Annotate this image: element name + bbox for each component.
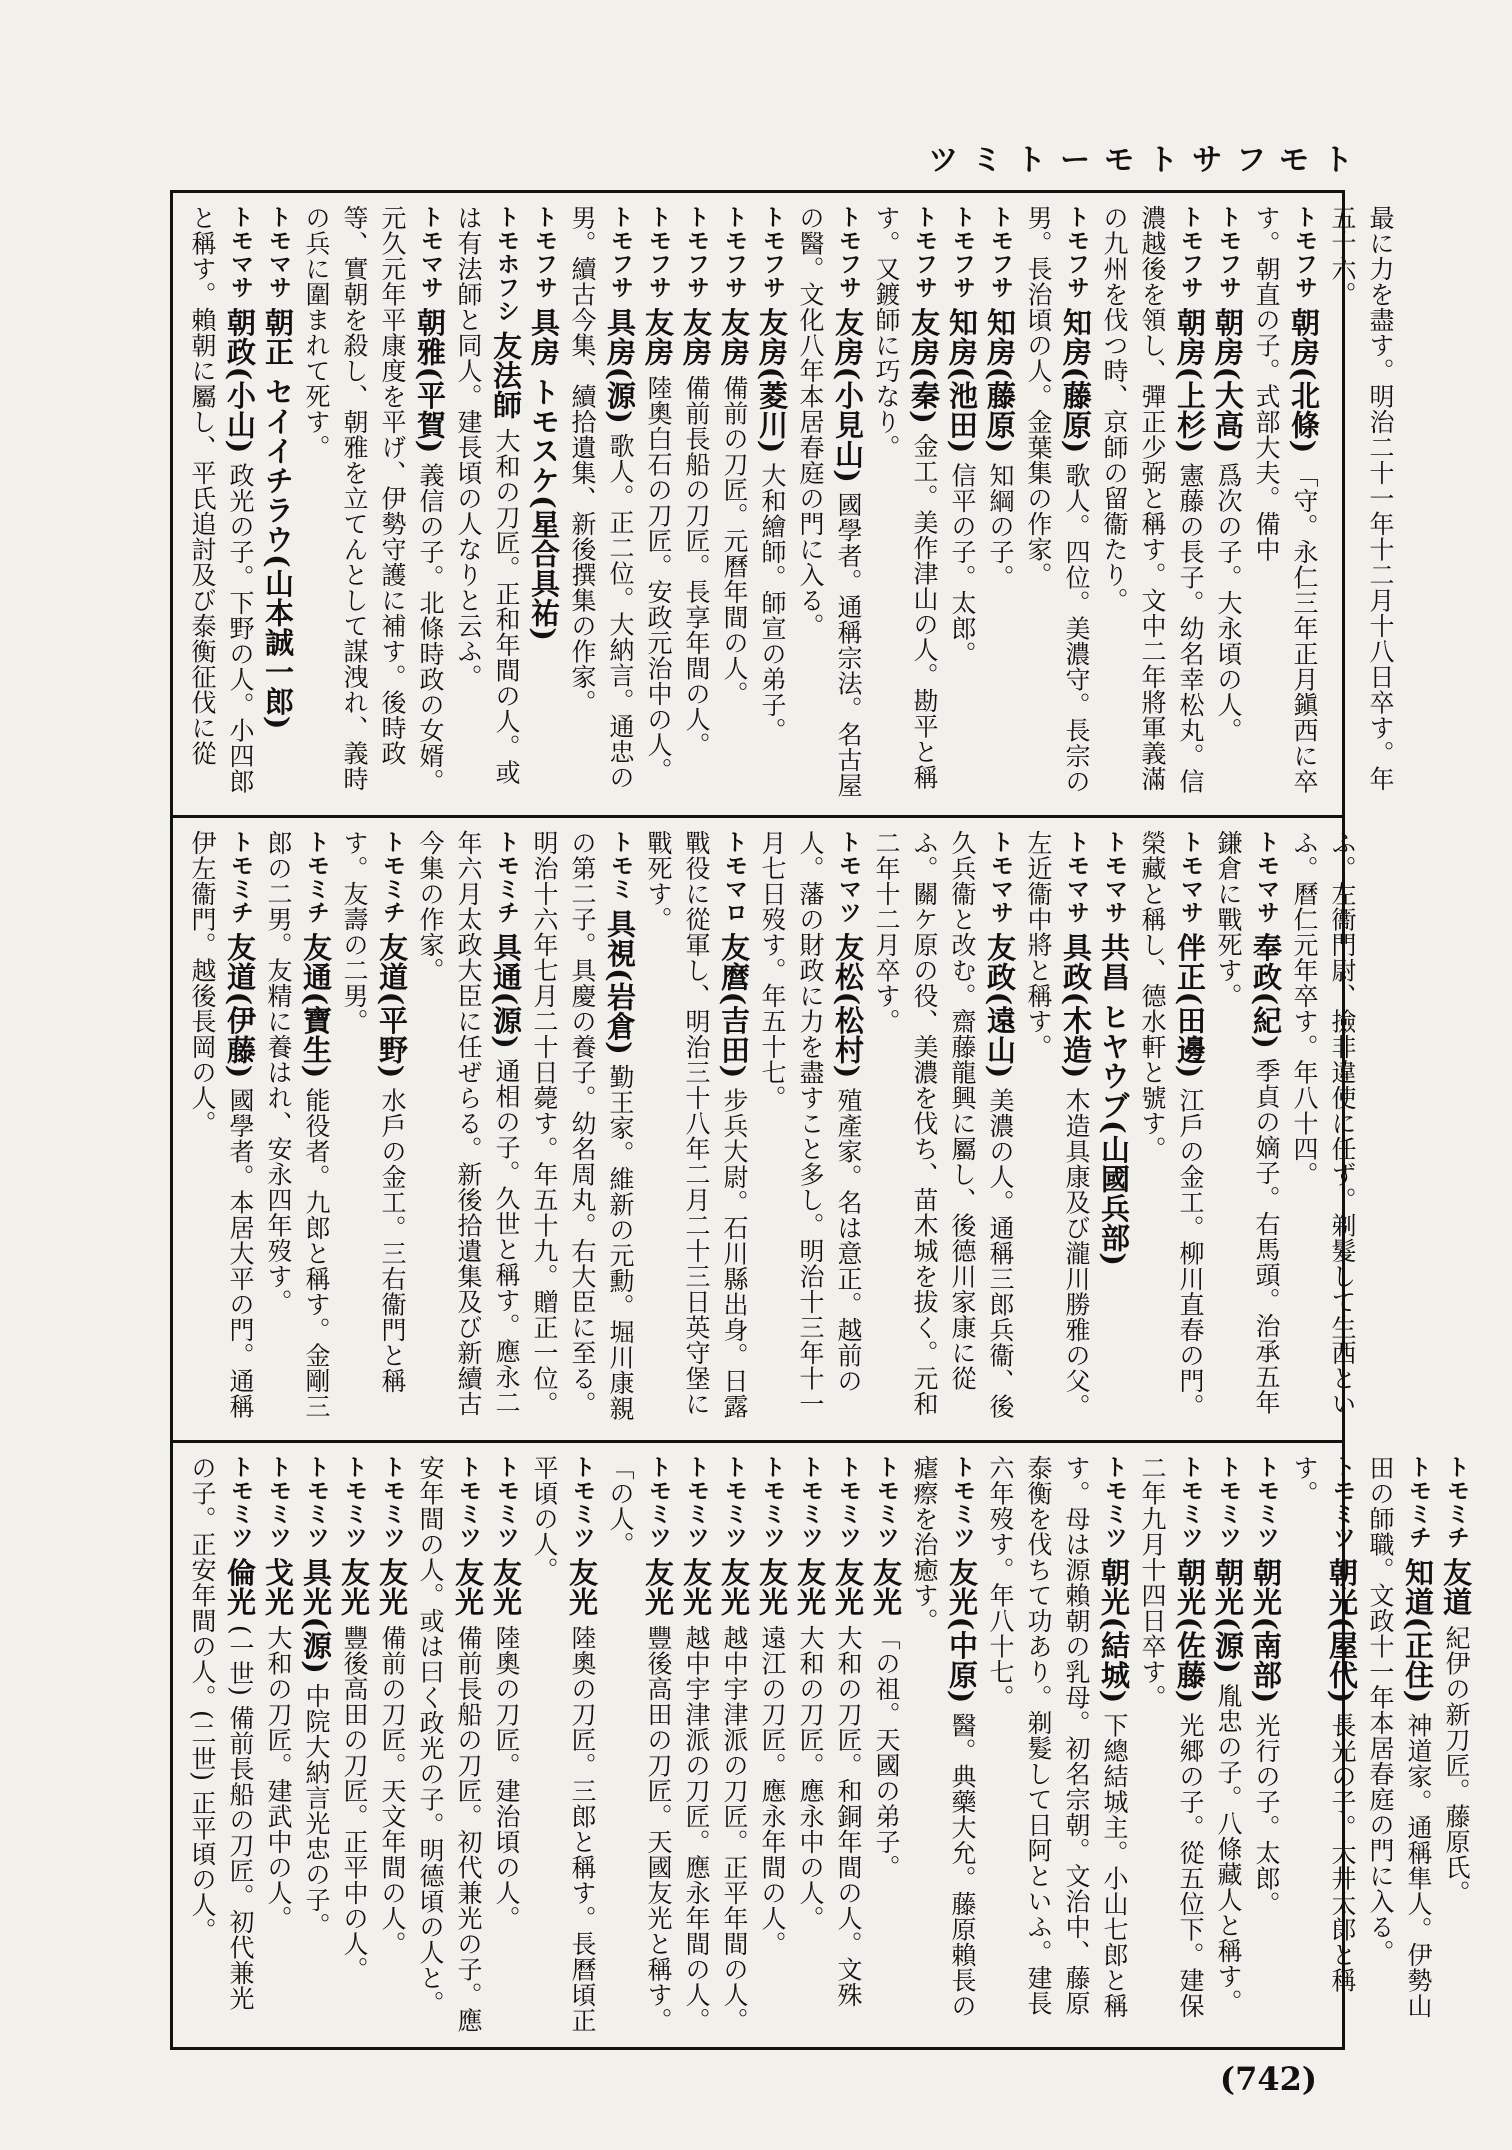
entry-text: 勤王家。維新の元勳。堀川康親の第二子。具慶の養子。幼名周丸。右大臣に至る。明治十六年七月二十日薨す。年五十九。贈正一位。 [530, 830, 635, 1421]
dictionary-entry [487, 1455, 525, 2035]
entry-name: 友光 [717, 1557, 751, 1617]
entry-name: 具光(源) [299, 1557, 333, 1675]
entry-name: 友光 [489, 1557, 523, 1617]
entry-name: 知房(池田) [945, 307, 979, 454]
dictionary-entry [677, 205, 715, 803]
dictionary-entry [1209, 1455, 1247, 2035]
entry-headword: トモマサ [265, 205, 291, 299]
entry-text: 胤忠の子。八條藏人と稱す。 [1214, 1682, 1243, 2015]
entry-headword: トモミツ [759, 1455, 785, 1549]
dictionary-entry [1285, 1455, 1361, 2035]
entry-headword: トモマツ [835, 830, 861, 924]
band-middle-column [183, 830, 1361, 1428]
entry-name: 戈光 [261, 1557, 295, 1617]
dictionary-entry [183, 1455, 259, 2035]
entry-headword: トモフサ [645, 205, 671, 299]
entry-name: 朝雅(平賀) [413, 307, 447, 454]
entry-text: 神道家。通稱隼人。伊勢山田の師職。文政十一年本居春庭の門に入る。 [1366, 1455, 1433, 2019]
entry-headword: トモミツ [227, 1455, 253, 1549]
dictionary-entry [449, 205, 525, 803]
dictionary-entry [1437, 1455, 1475, 2035]
dictionary-entry [259, 830, 335, 1428]
entry-text: 木造具康及び瀧川勝雅の父。左近衞中將と稱す。 [1024, 830, 1091, 1419]
dictionary-entry [1095, 205, 1209, 803]
entry-text: 信平の子。太郎。 [948, 462, 977, 667]
entry-name: 知房(藤原) [983, 307, 1017, 454]
dictionary-entry [297, 205, 449, 803]
dictionary-entry [1285, 830, 1361, 1428]
entry-headword: トモミツ [379, 1455, 405, 1549]
dictionary-entry [943, 205, 981, 803]
dictionary-entry [1133, 830, 1209, 1428]
entry-text: 中院大納言光忠の子。 [302, 1682, 331, 1938]
entry-name: 朝房(上杉) [1173, 307, 1207, 454]
dictionary-entry [981, 1455, 1133, 2035]
dictionary-entry [829, 1455, 867, 2035]
entry-name: 朝正 セイイチラウ(山本誠一郎) [261, 307, 295, 730]
entry-text: 義信の子。北條時政の女婿。元久元年平康度を平げ、伊勢守護に補す。後時政等、實朝を殺し、朝雅を立てんとして謀洩れ、義時の兵に圍まれて死す。 [302, 205, 445, 794]
entry-headword: トモミチ [379, 830, 405, 924]
dictionary-entry [753, 205, 791, 803]
entry-name: 友光 [337, 1557, 371, 1617]
dictionary-entry [411, 1455, 487, 2035]
entry-name: 友光 [831, 1557, 865, 1617]
dictionary-entry [259, 1455, 297, 2035]
entry-headword: トモフサ [1177, 205, 1203, 299]
entry-headword: トモフサ [1215, 205, 1241, 299]
entry-text: 國學者。通稱宗法。名古屋の醫。文化八年本居春庭の門に入る。 [796, 205, 863, 798]
entry-text: 陸奧の刀匠。建治頃の人。 [492, 1624, 521, 1931]
entry-headword: トモミ [607, 830, 633, 901]
dictionary-entry [1019, 205, 1095, 803]
band-top [173, 193, 1395, 818]
entry-text: 大和の刀匠。建武中の人。 [264, 1624, 293, 1931]
entry-name: 友房(菱川) [755, 307, 789, 454]
entry-text: 「守。永仁三年正月鎭西に卒す。朝直の子。式部大夫。備中 [1252, 205, 1319, 794]
entry-headword: トモミツ [949, 1455, 975, 1549]
entry-text: (一世) 備前長船の刀匠。初代兼光の子。正安年間の人。(二世) 正平頃の人。 [188, 1455, 255, 2011]
entry-headword: トモミツ [835, 1455, 861, 1549]
entry-text: 陸奧白石の刀匠。安政元治中の人。 [644, 374, 673, 783]
entry-name: 友通(寶生) [299, 932, 333, 1079]
entry-text: 長光の子。大井太郎と稱す。 [1290, 1455, 1357, 1993]
entry-headword: トモフサ [531, 205, 557, 299]
dictionary-frame [170, 190, 1473, 2050]
band-middle [173, 818, 1357, 1443]
entry-text: 步兵大尉。石川縣出身。日露戰役に從軍し、明治三十八年二月二十三日英守堡に戰死す。 [644, 830, 749, 1419]
dictionary-entry [639, 830, 753, 1428]
entry-headword: トモミチ [1443, 1455, 1469, 1549]
entry-name: 友光 [375, 1557, 409, 1617]
entry-headword: トモマサ [417, 205, 443, 299]
dictionary-entry [335, 1455, 373, 2035]
entry-text: 金工。美作津山の人。勘平と稱す。又鍍師に巧なり。 [872, 205, 939, 790]
entry-headword: トモフサ [949, 205, 975, 299]
entry-name: 友光 [793, 1557, 827, 1617]
entry-text: 豐後高田の刀匠。天國友光と稱す。「の人。 [606, 1455, 673, 2033]
entry-headword: トモミツ [265, 1455, 291, 1549]
entry-headword: トモフサ [911, 205, 937, 299]
entry-text: 歌人。正二位。大納言。通忠の男。續古今集、續拾遺集、新後撰集の作家。 [568, 205, 635, 790]
band-bottom [173, 1443, 1473, 2047]
entry-name: 具通(源) [489, 932, 523, 1050]
dictionary-entry [259, 205, 297, 803]
dictionary-entry [297, 1455, 335, 2035]
dictionary-entry [335, 830, 411, 1428]
entry-headword: トモホフシ [493, 205, 519, 323]
entry-headword: トモミツ [493, 1455, 519, 1549]
entry-headword: トモマサ [1063, 830, 1089, 924]
entry-headword: トモマロ [721, 830, 747, 924]
entry-name: 友松(松村) [831, 932, 865, 1079]
entry-text: 醫。典藥大允。藤原賴長の瘧瘵を治癒す。 [910, 1455, 977, 2019]
dictionary-entry [715, 1455, 753, 2035]
entry-text: 下總結城主。小山七郎と稱す。母は源賴朝の乳母。初名宗朝。文治中、藤原泰衡を伐ちて功あり。剃髮して日阿といふ。建長六年歿す。年八十七。 [986, 1455, 1129, 2019]
entry-headword: トモミチ [227, 830, 253, 924]
dictionary-entry [1323, 205, 1399, 803]
entry-headword: トモマサ [1101, 830, 1127, 924]
entry-text: 「の祖。天國の弟子。 [872, 1624, 901, 1880]
entry-text: 豐後高田の刀匠。正平中の人。 [340, 1624, 369, 1982]
entry-name: 具房 トモスケ(星合具祐) [527, 307, 561, 642]
entry-headword: トモマサ [987, 830, 1013, 924]
entry-name: 奉政(紀) [1249, 932, 1283, 1050]
entry-text: 水戶の金工。三右衞門と稱す。友壽の二男。 [340, 830, 407, 1394]
dictionary-entry [791, 205, 867, 803]
entry-headword: トモミツ [569, 1455, 595, 1549]
entry-name: 具視(岩倉) [603, 908, 637, 1056]
entry-text: 備前の刀匠。天文年間の人。 [378, 1624, 407, 1957]
entry-headword: トモフサ [1063, 205, 1089, 299]
entry-text: 光行の子。太郎。 [1252, 1712, 1281, 1917]
entry-name: 朝光(屋代) [1325, 1557, 1359, 1704]
entry-name: 伴正(田邊) [1173, 932, 1207, 1079]
entry-headword: トモミツ [303, 1455, 329, 1549]
entry-headword: トモミツ [341, 1455, 367, 1549]
entry-headword: トモフサ [607, 205, 633, 299]
entry-name: 友房 [717, 307, 751, 367]
dictionary-entry [183, 205, 259, 803]
dictionary-entry [183, 830, 259, 1428]
entry-headword: トモミチ [1405, 1455, 1431, 1549]
entry-name: 友房 [679, 307, 713, 367]
entry-headword: トモミツ [455, 1455, 481, 1549]
dictionary-entry [1209, 830, 1285, 1428]
dictionary-entry [525, 1455, 601, 2035]
dictionary-entry [1247, 205, 1323, 803]
entry-name: 友房 [641, 307, 675, 367]
entry-name: 朝光(南部) [1249, 1557, 1283, 1704]
dictionary-entry [981, 205, 1019, 803]
entry-name: 友光 [755, 1557, 789, 1617]
dictionary-entry [639, 205, 677, 803]
entry-name: 友道(平野) [375, 932, 409, 1079]
entry-name: 朝政(小山) [223, 307, 257, 454]
entry-headword: トモミツ [1215, 1455, 1241, 1549]
entry-text: 殖產家。名は意正。越前の人。藩の財政に力を盡すこと多し。明治十三年十一月七日歿す。年五十七。 [758, 830, 863, 1417]
dictionary-entry [1247, 1455, 1285, 2035]
dictionary-entry [525, 830, 639, 1428]
dictionary-entry [411, 830, 525, 1428]
entry-headword: トモミツ [683, 1455, 709, 1549]
entry-text: 美濃の人。通稱三郎兵衞、後久兵衞と改む。齋藤龍興に屬し、後德川家康に從ふ。關ケ原の役、美濃を伐ち、苗木城を拔く。元和二年十二月卒す。 [872, 830, 1015, 1419]
entry-text: 越中宇津派の刀匠。應永年間の人。 [682, 1624, 711, 2033]
dictionary-entry [715, 205, 753, 803]
entry-text: ふ。左衞門尉、撿非違使に任ず。剃髮して生西といふ。曆仁元年卒す。年八十四。 [1290, 830, 1357, 1417]
dictionary-entry [867, 830, 1019, 1428]
dictionary-entry [601, 1455, 677, 2035]
entry-text: 備前長船の刀匠。長享年間の人。 [682, 374, 711, 758]
dictionary-entry [753, 830, 867, 1428]
entry-text: 大和の刀匠。和銅年間の人。文殊 [834, 1624, 863, 2008]
entry-headword: トモフサ [1291, 205, 1317, 299]
entry-text: 歌人。四位。美濃守。長宗の男。長治頃の人。金葉集の作家。 [1024, 205, 1091, 794]
entry-text: 政光の子。下野の人。小四郎と稱す。賴朝に屬し、平氏追討及び泰衡征伐に從 [188, 205, 255, 794]
running-head: ツミトーモトサフモト [928, 143, 1367, 178]
entry-text: 爲次の子。大永頃の人。 [1214, 462, 1243, 743]
entry-text: 大和の刀匠。正和年間の人。或は有法師と同人。建長頃の人なりと云ふ。 [454, 205, 521, 785]
band-bottom-column [183, 1455, 1475, 2035]
entry-name: 友光 [679, 1557, 713, 1617]
entry-name: 共昌 ヒヤウブ(山國兵部) [1097, 932, 1131, 1267]
dictionary-entry [525, 205, 563, 803]
dictionary-entry [791, 1455, 829, 2035]
entry-text: 能役者。九郎と稱す。金剛三郎の二男。友精に養はれ、安永四年歿す。 [264, 830, 331, 1419]
entry-name: 朝光(結城) [1097, 1557, 1131, 1704]
entry-name: 友光(中原) [945, 1557, 979, 1704]
entry-headword: トモミツ [1101, 1455, 1127, 1549]
dictionary-entry [867, 1455, 905, 2035]
entry-name: 友房(小見山) [831, 307, 865, 484]
entry-text: 大和の刀匠。應永中の人。 [796, 1624, 825, 1931]
entry-text: 知綱の子。 [986, 462, 1015, 590]
dictionary-entry [1209, 205, 1247, 803]
entry-text: 憲藤の長子。幼名幸松丸。信濃越後を領し、彈正少弼と稱す。文中二年將軍義滿の九州を伐つ時、京師の留衞たり。 [1100, 205, 1205, 794]
entry-text: 遠江の刀匠。應永年間の人。 [758, 1624, 787, 1957]
entry-name: 友道(伊藤) [223, 932, 257, 1079]
entry-name: 具政(木造) [1059, 932, 1093, 1079]
band-top-column [183, 205, 1399, 803]
entry-name: 友法師 [489, 330, 523, 420]
entry-text: 備前の刀匠。元曆年間の人。 [720, 374, 749, 707]
entry-name: 具房(源) [603, 307, 637, 425]
page-number: (742) [1219, 2060, 1317, 2098]
dictionary-entry [867, 205, 943, 803]
entry-text: 最に力を盡す。明治二十一年十二月十八日卒す。年五十六。 [1328, 205, 1395, 792]
entry-name: 倫光 [223, 1557, 257, 1617]
dictionary-entry [677, 1455, 715, 2035]
entry-text: 陸奧の刀匠。三郎と稱す。長曆頃正平頃の人。 [530, 1455, 597, 2033]
entry-headword: トモミチ [493, 830, 519, 924]
dictionary-entry [373, 1455, 411, 2035]
dictionary-entry [1361, 1455, 1437, 2035]
entry-headword: トモミツ [721, 1455, 747, 1549]
entry-name: 知房(藤原) [1059, 307, 1093, 454]
entry-name: 朝光(源) [1211, 1557, 1245, 1675]
entry-name: 友麿(吉田) [717, 932, 751, 1079]
entry-headword: トモミツ [1329, 1455, 1355, 1549]
dictionary-entry [1095, 830, 1133, 1428]
entry-name: 友光 [869, 1557, 903, 1617]
entry-headword: トモミツ [1253, 1455, 1279, 1549]
entry-headword: トモマサ [227, 205, 253, 299]
entry-name: 友政(遠山) [983, 932, 1017, 1079]
entry-text: 越中宇津派の刀匠。正平年間の人。 [720, 1624, 749, 2033]
entry-text: 季貞の嫡子。右馬頭。治承五年鎌倉に戰死す。 [1214, 830, 1281, 1415]
entry-name: 友房(秦) [907, 307, 941, 425]
dictionary-entry [1133, 1455, 1209, 2035]
entry-text: 江戶の金工。柳川直春の門。榮藏と稱し、德水軒と號す。 [1138, 830, 1205, 1419]
entry-headword: トモフサ [721, 205, 747, 299]
entry-headword: トモミツ [645, 1455, 671, 1549]
entry-headword: トモミツ [873, 1455, 899, 1549]
entry-name: 朝光(佐藤) [1173, 1557, 1207, 1704]
entry-headword: トモフサ [987, 205, 1013, 299]
dictionary-entry [753, 1455, 791, 2035]
entry-text: 通相の子。久世と稱す。應永二年六月太政大臣に任ぜらる。新後拾遺集及び新續古今集の作家。 [416, 830, 521, 1417]
entry-name: 友道 [1439, 1557, 1473, 1617]
entry-headword: トモミチ [303, 830, 329, 924]
dictionary-entry [905, 1455, 981, 2035]
entry-headword: トモミツ [797, 1455, 823, 1549]
entry-name: 朝房(北條) [1287, 307, 1321, 454]
entry-headword: トモミツ [1177, 1455, 1203, 1549]
dictionary-entry [563, 205, 639, 803]
entry-name: 知道(正住) [1401, 1557, 1435, 1704]
entry-headword: トモマサ [1253, 830, 1279, 924]
entry-name: 友光 [565, 1557, 599, 1617]
entry-headword: トモフサ [835, 205, 861, 299]
entry-headword: トモマサ [1177, 830, 1203, 924]
entry-name: 朝房(大高) [1211, 307, 1245, 454]
entry-headword: トモフサ [683, 205, 709, 299]
entry-text: 國學者。本居大平の門。通稱伊左衞門。越後長岡の人。 [188, 830, 255, 1419]
entry-text: 紀伊の新刀匠。藤原氏。 [1442, 1624, 1471, 1906]
entry-headword: トモフサ [759, 205, 785, 299]
entry-text: 大和繪師。師宣の弟子。 [758, 462, 787, 743]
entry-name: 友光 [451, 1557, 485, 1617]
entry-text: 備前長船の刀匠。初代兼光の子。應安年間の人。或は曰く政光の子。明德頃の人と。 [416, 1455, 483, 2033]
entry-name: 友光 [641, 1557, 675, 1617]
entry-text: 光郷の子。從五位下。建保二年九月十四日卒す。 [1138, 1455, 1205, 2019]
dictionary-entry [1019, 830, 1095, 1428]
